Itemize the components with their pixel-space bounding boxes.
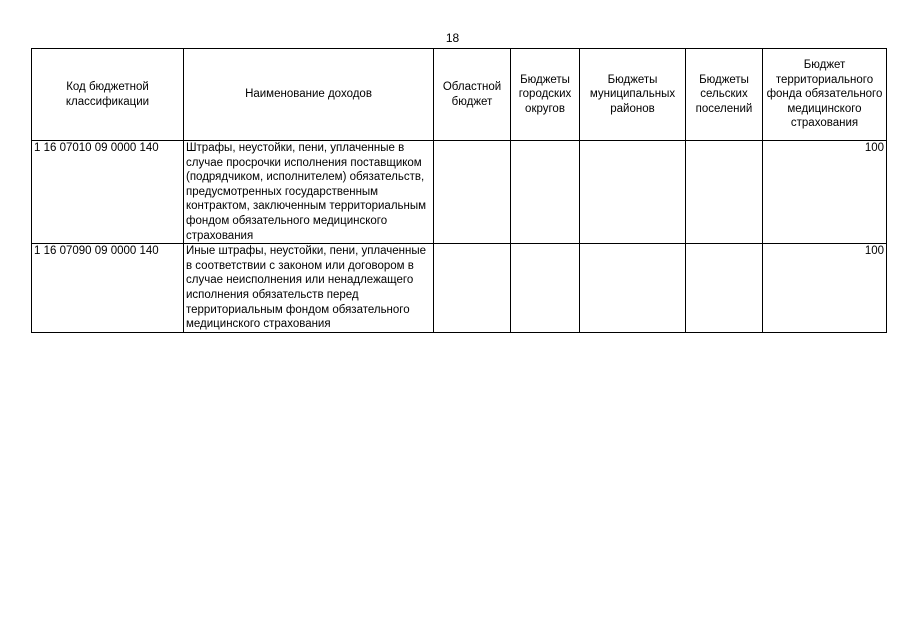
header-code: Код бюджетной классификации (32, 49, 184, 141)
cell-code: 1 16 07010 09 0000 140 (32, 141, 184, 244)
cell-rural (686, 244, 763, 333)
header-tfoms-budget: Бюджет территориального фонда обязательного медицинского страхования (763, 49, 887, 141)
revenue-classification-table (31, 48, 887, 333)
cell-rural (686, 141, 763, 244)
table-row (32, 244, 887, 333)
header-city-budgets: Бюджеты городских округов (511, 49, 580, 141)
cell-revenue-name: Иные штрафы, неустойки, пени, уплаченные в соответствии с законом или договором в случае неисполнения или ненадлежащего исполнения обязательств перед территориальным фондом обязательного медицинского страхования (184, 244, 434, 333)
table-row (32, 141, 887, 244)
cell-oblast (434, 244, 511, 333)
cell-city (511, 244, 580, 333)
header-municipal-budgets: Бюджеты муниципальных районов (580, 49, 686, 141)
cell-tfoms: 100 (763, 141, 887, 244)
cell-municipal (580, 244, 686, 333)
cell-code: 1 16 07090 09 0000 140 (32, 244, 184, 333)
header-revenue-name: Наименование доходов (184, 49, 434, 141)
cell-revenue-name: Штрафы, неустойки, пени, уплаченные в случае просрочки исполнения поставщиком (подрядчиком, исполнителем) обязательств, предусмотренных государственным контрактом, заключенным территориальным фондом обязательного медицинского страхования (184, 141, 434, 244)
header-oblast-budget: Областной бюджет (434, 49, 511, 141)
cell-tfoms: 100 (763, 244, 887, 333)
cell-municipal (580, 141, 686, 244)
table-header-row (32, 49, 887, 141)
cell-city (511, 141, 580, 244)
page-number: 18 (445, 31, 460, 45)
header-rural-budgets: Бюджеты сельских поселений (686, 49, 763, 141)
cell-oblast (434, 141, 511, 244)
